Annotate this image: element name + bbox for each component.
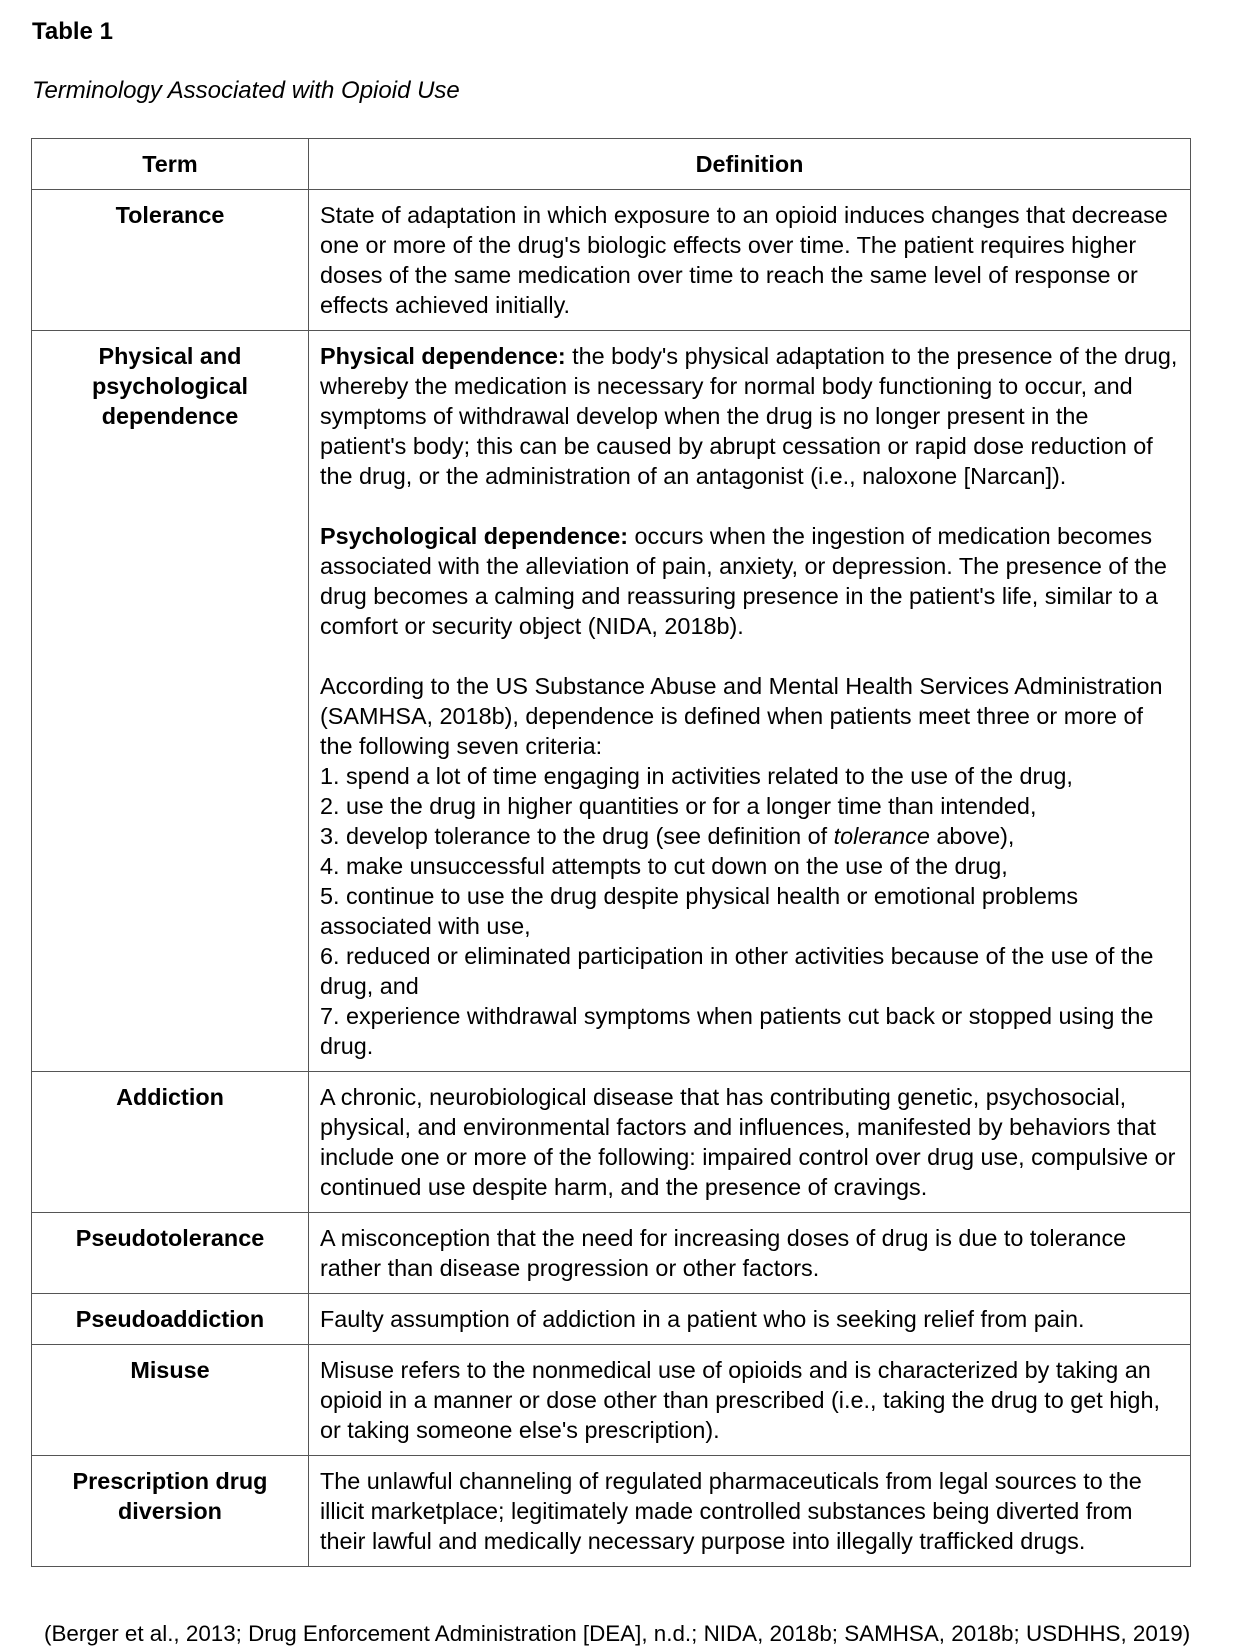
term-cell: Tolerance	[32, 190, 309, 331]
definition-cell: The unlawful channeling of regulated pharmaceuticals from legal sources to the illicit marketplace; legitimately made controlled substances being diverted from their lawful and medically necessary purpose into illegally trafficked drugs.	[308, 1456, 1190, 1567]
definition-cell	[308, 331, 1190, 1072]
criterion-3-italic: tolerance	[833, 823, 930, 849]
term-cell: Addiction	[32, 1072, 309, 1213]
term-column-header: Term	[32, 139, 309, 190]
list-item: 4. make unsuccessful attempts to cut down on the use of the drug,	[319, 853, 1008, 879]
term-cell: Misuse	[32, 1345, 309, 1456]
term-text: Physical and psychological dependence	[91, 343, 248, 429]
table-row-pseudoaddiction	[32, 1294, 1191, 1345]
list-item: 2. use the drug in higher quantities or for a longer time than intended,	[319, 793, 1037, 819]
criterion-3-suffix: above),	[929, 823, 1015, 849]
table-row-dependence	[32, 331, 1191, 1072]
table-row-diversion	[32, 1456, 1191, 1567]
list-item: 1. spend a lot of time engaging in activities related to the use of the drug,	[319, 763, 1073, 789]
term-cell	[32, 331, 309, 1072]
definition-cell: A chronic, neurobiological disease that has contributing genetic, psychosocial, physical, and environmental factors and influences, manifested by behaviors that include one or more of the following: impaired control over drug use, compulsive or continued use despite harm, and the presence of cravings.	[308, 1072, 1190, 1213]
definition-cell: Misuse refers to the nonmedical use of opioids and is characterized by taking an opioid in a manner or dose other than prescribed (i.e., taking the drug to get high, or taking someone else's prescription).	[308, 1345, 1190, 1456]
table-caption: Terminology Associated with Opioid Use	[32, 77, 460, 104]
table-label: Table 1	[32, 18, 113, 45]
list-item: 6. reduced or eliminated participation in other activities because of the use of the drug, and	[319, 943, 1154, 999]
physical-dependence-text: the body's physical adaptation to the presence of the drug, whereby the medication is necessary for normal body functioning to occur, and symptoms of withdrawal develop when the drug is no longer present in the patient's body; this can be caused by abrupt cessation or rapid dose reduction of the drug, or the administration of an antagonist (i.e., naloxone [Narcan]).	[319, 343, 1178, 489]
definition-column-header: Definition	[308, 139, 1190, 190]
psychological-dependence-paragraph	[320, 521, 1180, 641]
definition-cell: Faulty assumption of addiction in a patient who is seeking relief from pain.	[308, 1294, 1190, 1345]
header-row	[32, 139, 1191, 190]
term-cell: Pseudoaddiction	[32, 1294, 309, 1345]
psychological-dependence-label: Psychological dependence:	[319, 523, 629, 549]
table-row-pseudotolerance	[32, 1213, 1191, 1294]
list-item	[320, 821, 1180, 851]
list-item: 5. continue to use the drug despite physical health or emotional problems associated with use,	[319, 883, 1079, 939]
definition-cell: A misconception that the need for increasing doses of drug is due to tolerance rather than disease progression or other factors.	[308, 1213, 1190, 1294]
term-cell: Pseudotolerance	[32, 1213, 309, 1294]
term-text: Prescription drug diversion	[72, 1468, 268, 1524]
physical-dependence-paragraph	[320, 341, 1180, 491]
psychological-dependence-text: occurs when the ingestion of medication becomes associated with the alleviation of pain, anxiety, or depression. The presence of the drug becomes a calming and reassuring presence in the patient's life, similar to a comfort or security object (NIDA, 2018b).	[319, 523, 1167, 639]
list-item: 7. experience withdrawal symptoms when patients cut back or stopped using the drug.	[319, 1003, 1154, 1059]
source-note: (Berger et al., 2013; Drug Enforcement Administration [DEA], n.d.; NIDA, 2018b; SAMHSA, 2018b; USDHHS, 2019)	[44, 1621, 1191, 1646]
criterion-3-text: 3. develop tolerance to the drug (see definition of	[319, 823, 834, 849]
criteria-intro: According to the US Substance Abuse and Mental Health Services Administration (SAMHSA, 2018b), dependence is defined when patients meet three or more of the following seven criteria:	[319, 673, 1163, 759]
definition-cell: State of adaptation in which exposure to an opioid induces changes that decrease one or more of the drug's biologic effects over time. The patient requires higher doses of the same medication over time to reach the same level of response or effects achieved initially.	[308, 190, 1190, 331]
criteria-list	[320, 761, 1180, 1061]
table-row-misuse	[32, 1345, 1191, 1456]
term-cell	[32, 1456, 309, 1567]
table-row-addiction	[32, 1072, 1191, 1213]
table-row-tolerance	[32, 190, 1191, 331]
physical-dependence-label: Physical dependence:	[319, 343, 566, 369]
terminology-table	[31, 138, 1191, 1567]
